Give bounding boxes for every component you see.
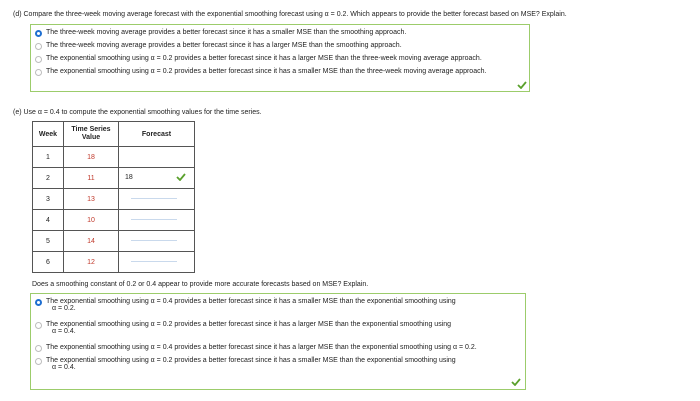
forecast-input[interactable] [131,218,177,220]
radio-selected-icon[interactable] [35,299,42,306]
forecast-input[interactable] [131,197,177,199]
forecast-cell [119,147,195,168]
time-series-table [32,121,195,273]
part-e-option-2[interactable]: The exponential smoothing using α = 0.2 provides a better forecast since it has a larger MSE than the exponential smoothing using α = 0.4. [35,321,451,335]
part-e-answer-box [30,293,526,390]
table-row: 6 12 [33,252,195,273]
part-e-option-4[interactable]: The exponential smoothing using α = 0.2 provides a better forecast since it has a smaller MSE than the exponential smoothing using α = 0.4. [35,357,456,371]
checkmark-icon [511,378,521,386]
forecast-value[interactable]: 18 [125,174,133,181]
radio-selected-icon[interactable] [35,30,42,37]
table-row: 3 13 [33,189,195,210]
part-d-answer-box [30,24,530,92]
part-e-option-1[interactable]: The exponential smoothing using α = 0.4 provides a better forecast since it has a smaller MSE than the exponential smoothing using α = 0.2. [35,298,456,312]
table-row: 1 18 [33,147,195,168]
radio-icon[interactable] [35,345,42,352]
part-d-question: (d) Compare the three-week moving average forecast with the exponential smoothing forecast using α = 0.2. Which appears to provide the better forecast based on MSE? Explain. [13,11,567,18]
checkmark-icon [176,173,186,183]
radio-icon[interactable] [35,43,42,50]
radio-icon[interactable] [35,358,42,365]
header-week: Week [33,122,64,147]
forecast-input[interactable] [131,239,177,241]
checkmark-icon [517,81,527,89]
header-time-series-value: Time Series Value [64,122,119,147]
forecast-cell [119,168,195,189]
radio-icon[interactable] [35,56,42,63]
part-d-option-2[interactable]: The three-week moving average provides a better forecast since it has a larger MSE than the smoothing approach. [35,42,402,50]
header-forecast: Forecast [119,122,195,147]
part-d-option-1[interactable]: The three-week moving average provides a better forecast since it has a smaller MSE than the smoothing approach. [35,29,406,37]
part-d-option-4[interactable]: The exponential smoothing using α = 0.2 provides a better forecast since it has a smaller MSE than the three-week moving average approach. [35,68,486,76]
forecast-input[interactable] [131,260,177,262]
radio-icon[interactable] [35,69,42,76]
part-d-option-3[interactable]: The exponential smoothing using α = 0.2 provides a better forecast since it has a larger MSE than the three-week moving average approach. [35,55,482,63]
part-e-question: (e) Use α = 0.4 to compute the exponential smoothing values for the time series. [13,109,262,116]
radio-icon[interactable] [35,322,42,329]
table-row: 4 10 [33,210,195,231]
table-row: 2 11 18 [33,168,195,189]
table-row: 5 14 [33,231,195,252]
part-e-option-3[interactable]: The exponential smoothing using α = 0.4 provides a better forecast since it has a larger MSE than the exponential smoothing using α = 0.2. [35,344,477,352]
part-e-followup-question: Does a smoothing constant of 0.2 or 0.4 appear to provide more accurate forecasts based on MSE? Explain. [32,281,369,288]
